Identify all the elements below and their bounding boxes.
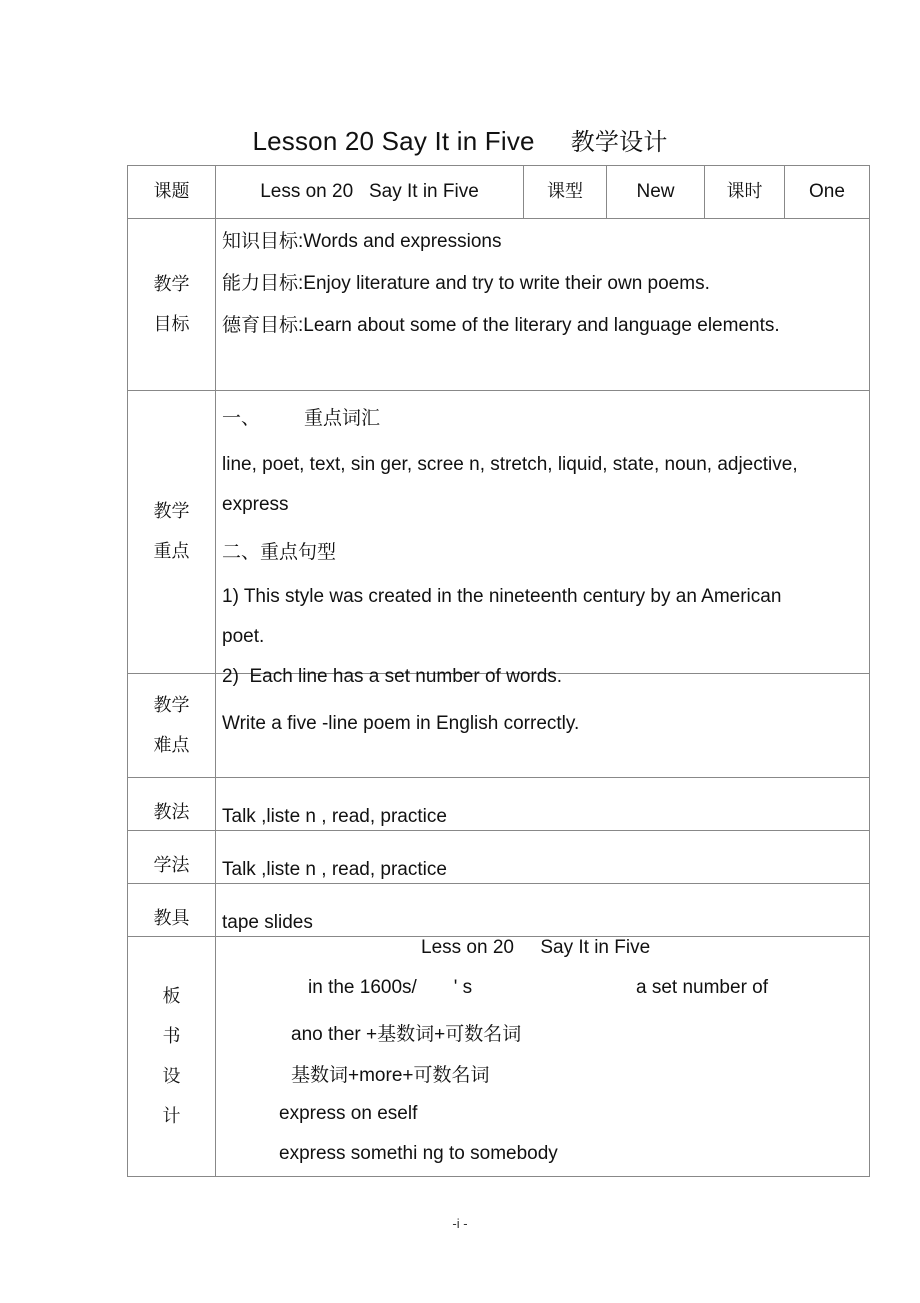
tools-row xyxy=(128,884,870,937)
vocab-line-2: express xyxy=(222,494,289,515)
period-label: 课时 xyxy=(705,166,785,219)
blackboard-line-4: express on eself xyxy=(279,1103,418,1124)
tools-value: tape slides xyxy=(216,884,870,937)
title-english: Lesson 20 Say It in Five xyxy=(252,126,535,156)
blackboard-title: Less on 20 Say It in Five xyxy=(421,937,651,958)
teaching-method-row xyxy=(128,778,870,831)
blackboard-row xyxy=(128,937,870,1177)
document-title xyxy=(0,122,920,157)
blackboard-content xyxy=(216,937,870,1177)
sentence-heading: 二、重点句型 xyxy=(222,542,337,563)
sentence-1-line-2: poet. xyxy=(222,626,265,647)
key-points-row xyxy=(128,391,870,674)
objectives-label xyxy=(128,219,216,391)
blackboard-label-char-1: 板 xyxy=(162,985,181,1007)
learning-method-row xyxy=(128,831,870,884)
difficulties-label xyxy=(128,674,216,778)
key-points-content xyxy=(216,391,870,687)
blackboard-label-char-3: 设 xyxy=(162,1065,181,1087)
title-chinese: 教学设计 xyxy=(570,128,668,156)
vocab-heading-number: 一、 xyxy=(222,408,261,429)
difficulties-text: Write a five -line poem in English correctly. xyxy=(216,674,870,778)
blackboard-line-3: 基数词+more+可数名词 xyxy=(291,1065,490,1086)
objectives-row xyxy=(128,219,870,391)
header-row xyxy=(128,166,870,219)
sentence-2-clipped: 2) Each line has a set number of words. xyxy=(222,666,563,687)
ability-objective: 能力目标:Enjoy literature and try to write their own poems. xyxy=(222,273,710,294)
difficulties-label-line1: 教学 xyxy=(153,694,190,716)
topic-label: 课题 xyxy=(128,166,216,219)
blackboard-line-5: express somethi ng to somebody xyxy=(279,1143,558,1164)
sentence-1-line-1: 1) This style was created in the nineteenth century by an American xyxy=(222,586,782,607)
blackboard-label-char-4: 计 xyxy=(162,1105,181,1127)
teaching-method-value: Talk ,liste n , read, practice xyxy=(216,778,870,831)
learning-method-value: Talk ,liste n , read, practice xyxy=(216,831,870,884)
objectives-content xyxy=(216,219,870,391)
tools-label: 教具 xyxy=(128,884,216,937)
blackboard-label xyxy=(128,937,216,1177)
blackboard-line-2: ano ther +基数词+可数名词 xyxy=(291,1024,522,1045)
objectives-label-line2: 目标 xyxy=(153,313,190,335)
learning-method-label: 学法 xyxy=(128,831,216,884)
lesson-plan-table xyxy=(127,165,870,1177)
type-value: New xyxy=(607,166,705,219)
difficulties-label-line2: 难点 xyxy=(153,734,190,756)
key-points-label-line1: 教学 xyxy=(153,501,190,522)
period-value: One xyxy=(785,166,870,219)
moral-objective: 德育目标:Learn about some of the literary and language elements. xyxy=(222,315,780,336)
knowledge-objective: 知识目标:Words and expressions xyxy=(222,231,502,252)
key-points-label-line2: 重点 xyxy=(153,541,190,562)
vocab-heading-text: 重点词汇 xyxy=(304,408,381,429)
topic-value: Less on 20 Say It in Five xyxy=(216,166,524,219)
type-label: 课型 xyxy=(524,166,607,219)
blackboard-line-1-left: in the 1600s/ ' s xyxy=(308,977,473,998)
page-number: -i - xyxy=(452,1216,468,1231)
vocab-line-1: line, poet, text, sin ger, scree n, stretch, liquid, state, noun, adjective, xyxy=(222,454,798,475)
objectives-label-line1: 教学 xyxy=(153,273,190,295)
vocab-heading xyxy=(222,393,861,445)
teaching-method-label: 教法 xyxy=(128,778,216,831)
blackboard-label-char-2: 书 xyxy=(162,1025,181,1047)
key-points-label xyxy=(128,391,216,674)
blackboard-line-1-right: a set number of xyxy=(636,977,769,998)
